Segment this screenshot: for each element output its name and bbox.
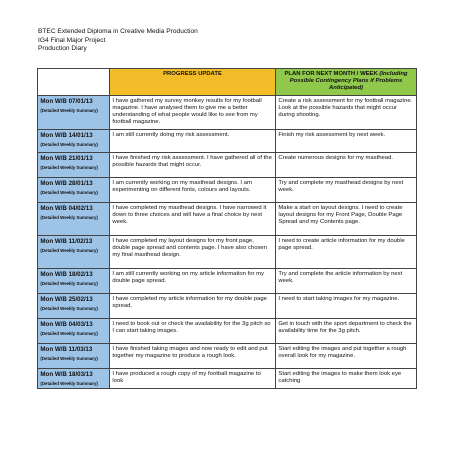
- week-cell: [38, 96, 110, 130]
- header-blank-cell: [38, 69, 110, 96]
- table-row: [38, 269, 417, 294]
- week-cell: [38, 203, 110, 236]
- table-row: [38, 344, 417, 369]
- table-row: [38, 130, 417, 153]
- document-header: [38, 28, 198, 54]
- week-date: Mon W/B 28/01/13: [40, 179, 93, 187]
- plan-cell: Start editing the images to make them look eye catching: [276, 369, 417, 389]
- production-diary-table: [37, 68, 417, 389]
- week-cell: [38, 369, 110, 389]
- week-date: Mon W/B 18/02/13: [40, 270, 93, 278]
- plan-cell: Start editing the images and put together a rough overall look for my magazine.: [276, 344, 417, 369]
- weekly-summary-label: (Detailed Weekly Summary): [40, 380, 98, 386]
- table-row: [38, 236, 417, 269]
- plan-cell: Make a start on layout designs. I need to create layout designs for my Front Page, Double Page Spread and my Contents page.: [276, 203, 417, 236]
- week-cell: [38, 236, 110, 269]
- week-date: Mon W/B 11/02/13: [40, 237, 93, 245]
- progress-cell: I have gathered my survey monkey results for my football magazine. I have analysed them to give me a better understanding of what people would like to see from my football magazine.: [110, 96, 276, 130]
- table-row: [38, 178, 417, 203]
- table-row: [38, 369, 417, 389]
- progress-cell: I have completed my article information for my double page spread.: [110, 294, 276, 319]
- diary-title: Production Diary: [38, 45, 87, 53]
- weekly-summary-label: (Detailed Weekly Summary): [40, 107, 98, 113]
- week-date: Mon W/B 21/01/13: [40, 154, 93, 162]
- plan-cell: I need to start taking images for my magazine.: [276, 294, 417, 319]
- plan-next-week-header: [276, 69, 417, 96]
- weekly-summary-label: (Detailed Weekly Summary): [40, 330, 98, 336]
- progress-cell: I have completed my layout designs for my front page, double page spread and contents page. I have also chosen my final masthead design.: [110, 236, 276, 269]
- progress-cell: I have completed my masthead designs. I have narrowed it down to three choices and will have a final choice by next week.: [110, 203, 276, 236]
- table-header-row: [38, 69, 417, 96]
- week-cell: [38, 178, 110, 203]
- weekly-summary-label: (Detailed Weekly Summary): [40, 355, 98, 361]
- table-row: [38, 203, 417, 236]
- week-date: Mon W/B 25/02/13: [40, 295, 93, 303]
- table-row: [38, 96, 417, 130]
- week-date: Mon W/B 04/03/13: [40, 320, 93, 328]
- plan-cell: Create a risk assessment for my football magazine. Look at the possible hazards that might occur during shooting.: [276, 96, 417, 130]
- progress-cell: I have finished my risk assessment. I have gathered all of the possible hazards that might occur.: [110, 153, 276, 178]
- week-date: Mon W/B 07/01/13: [40, 97, 93, 105]
- week-cell: [38, 294, 110, 319]
- progress-cell: I need to book out or check the availability for the 3g pitch so I can start taking images.: [110, 319, 276, 344]
- week-date: Mon W/B 18/03/13: [40, 370, 93, 378]
- week-cell: [38, 269, 110, 294]
- plan-cell: I need to create article information for my double page spread.: [276, 236, 417, 269]
- table-row: [38, 153, 417, 178]
- weekly-summary-label: (Detailed Weekly Summary): [40, 280, 98, 286]
- plan-header-sub: (Including Possible Contingency Plans if Problems Anticipated): [289, 71, 408, 92]
- progress-update-header: PROGRESS UPDATE: [110, 69, 276, 96]
- project-title: IG4 Final Major Project: [38, 36, 106, 44]
- progress-cell: I am still currently working on my article information for my double page spread.: [110, 269, 276, 294]
- weekly-summary-label: (Detailed Weekly Summary): [40, 141, 98, 147]
- progress-cell: I am still currently doing my risk assessment.: [110, 130, 276, 153]
- week-date: Mon W/B 04/02/13: [40, 204, 93, 212]
- week-cell: [38, 130, 110, 153]
- progress-cell: I have finished taking images and now ready to edit and put together my magazine to produce a rough look.: [110, 344, 276, 369]
- weekly-summary-label: (Detailed Weekly Summary): [40, 214, 98, 220]
- plan-cell: Get in touch with the sport department to check the availability time for the 3g pitch.: [276, 319, 417, 344]
- weekly-summary-label: (Detailed Weekly Summary): [40, 305, 98, 311]
- plan-cell: Finish my risk assessment by next week.: [276, 130, 417, 153]
- weekly-summary-label: (Detailed Weekly Summary): [40, 164, 98, 170]
- plan-cell: Try and complete my masthead designs by next week.: [276, 178, 417, 203]
- week-cell: [38, 344, 110, 369]
- week-cell: [38, 319, 110, 344]
- weekly-summary-label: (Detailed Weekly Summary): [40, 247, 98, 253]
- plan-header-main: PLAN FOR NEXT MONTH / WEEK: [284, 71, 378, 77]
- week-date: Mon W/B 11/03/13: [40, 345, 93, 353]
- plan-cell: Try and complete the article information by next week.: [276, 269, 417, 294]
- progress-cell: I am currently working on my masthead designs. I am experimenting on different fonts, colours and layouts.: [110, 178, 276, 203]
- table-row: [38, 294, 417, 319]
- table-row: [38, 319, 417, 344]
- weekly-summary-label: (Detailed Weekly Summary): [40, 189, 98, 195]
- progress-cell: I have produced a rough copy of my football magazine to look: [110, 369, 276, 389]
- course-title: BTEC Extended Diploma in Creative Media Production: [38, 28, 198, 35]
- week-date: Mon W/B 14/01/13: [40, 131, 93, 139]
- plan-cell: Create numerous designs for my masthead.: [276, 153, 417, 178]
- week-cell: [38, 153, 110, 178]
